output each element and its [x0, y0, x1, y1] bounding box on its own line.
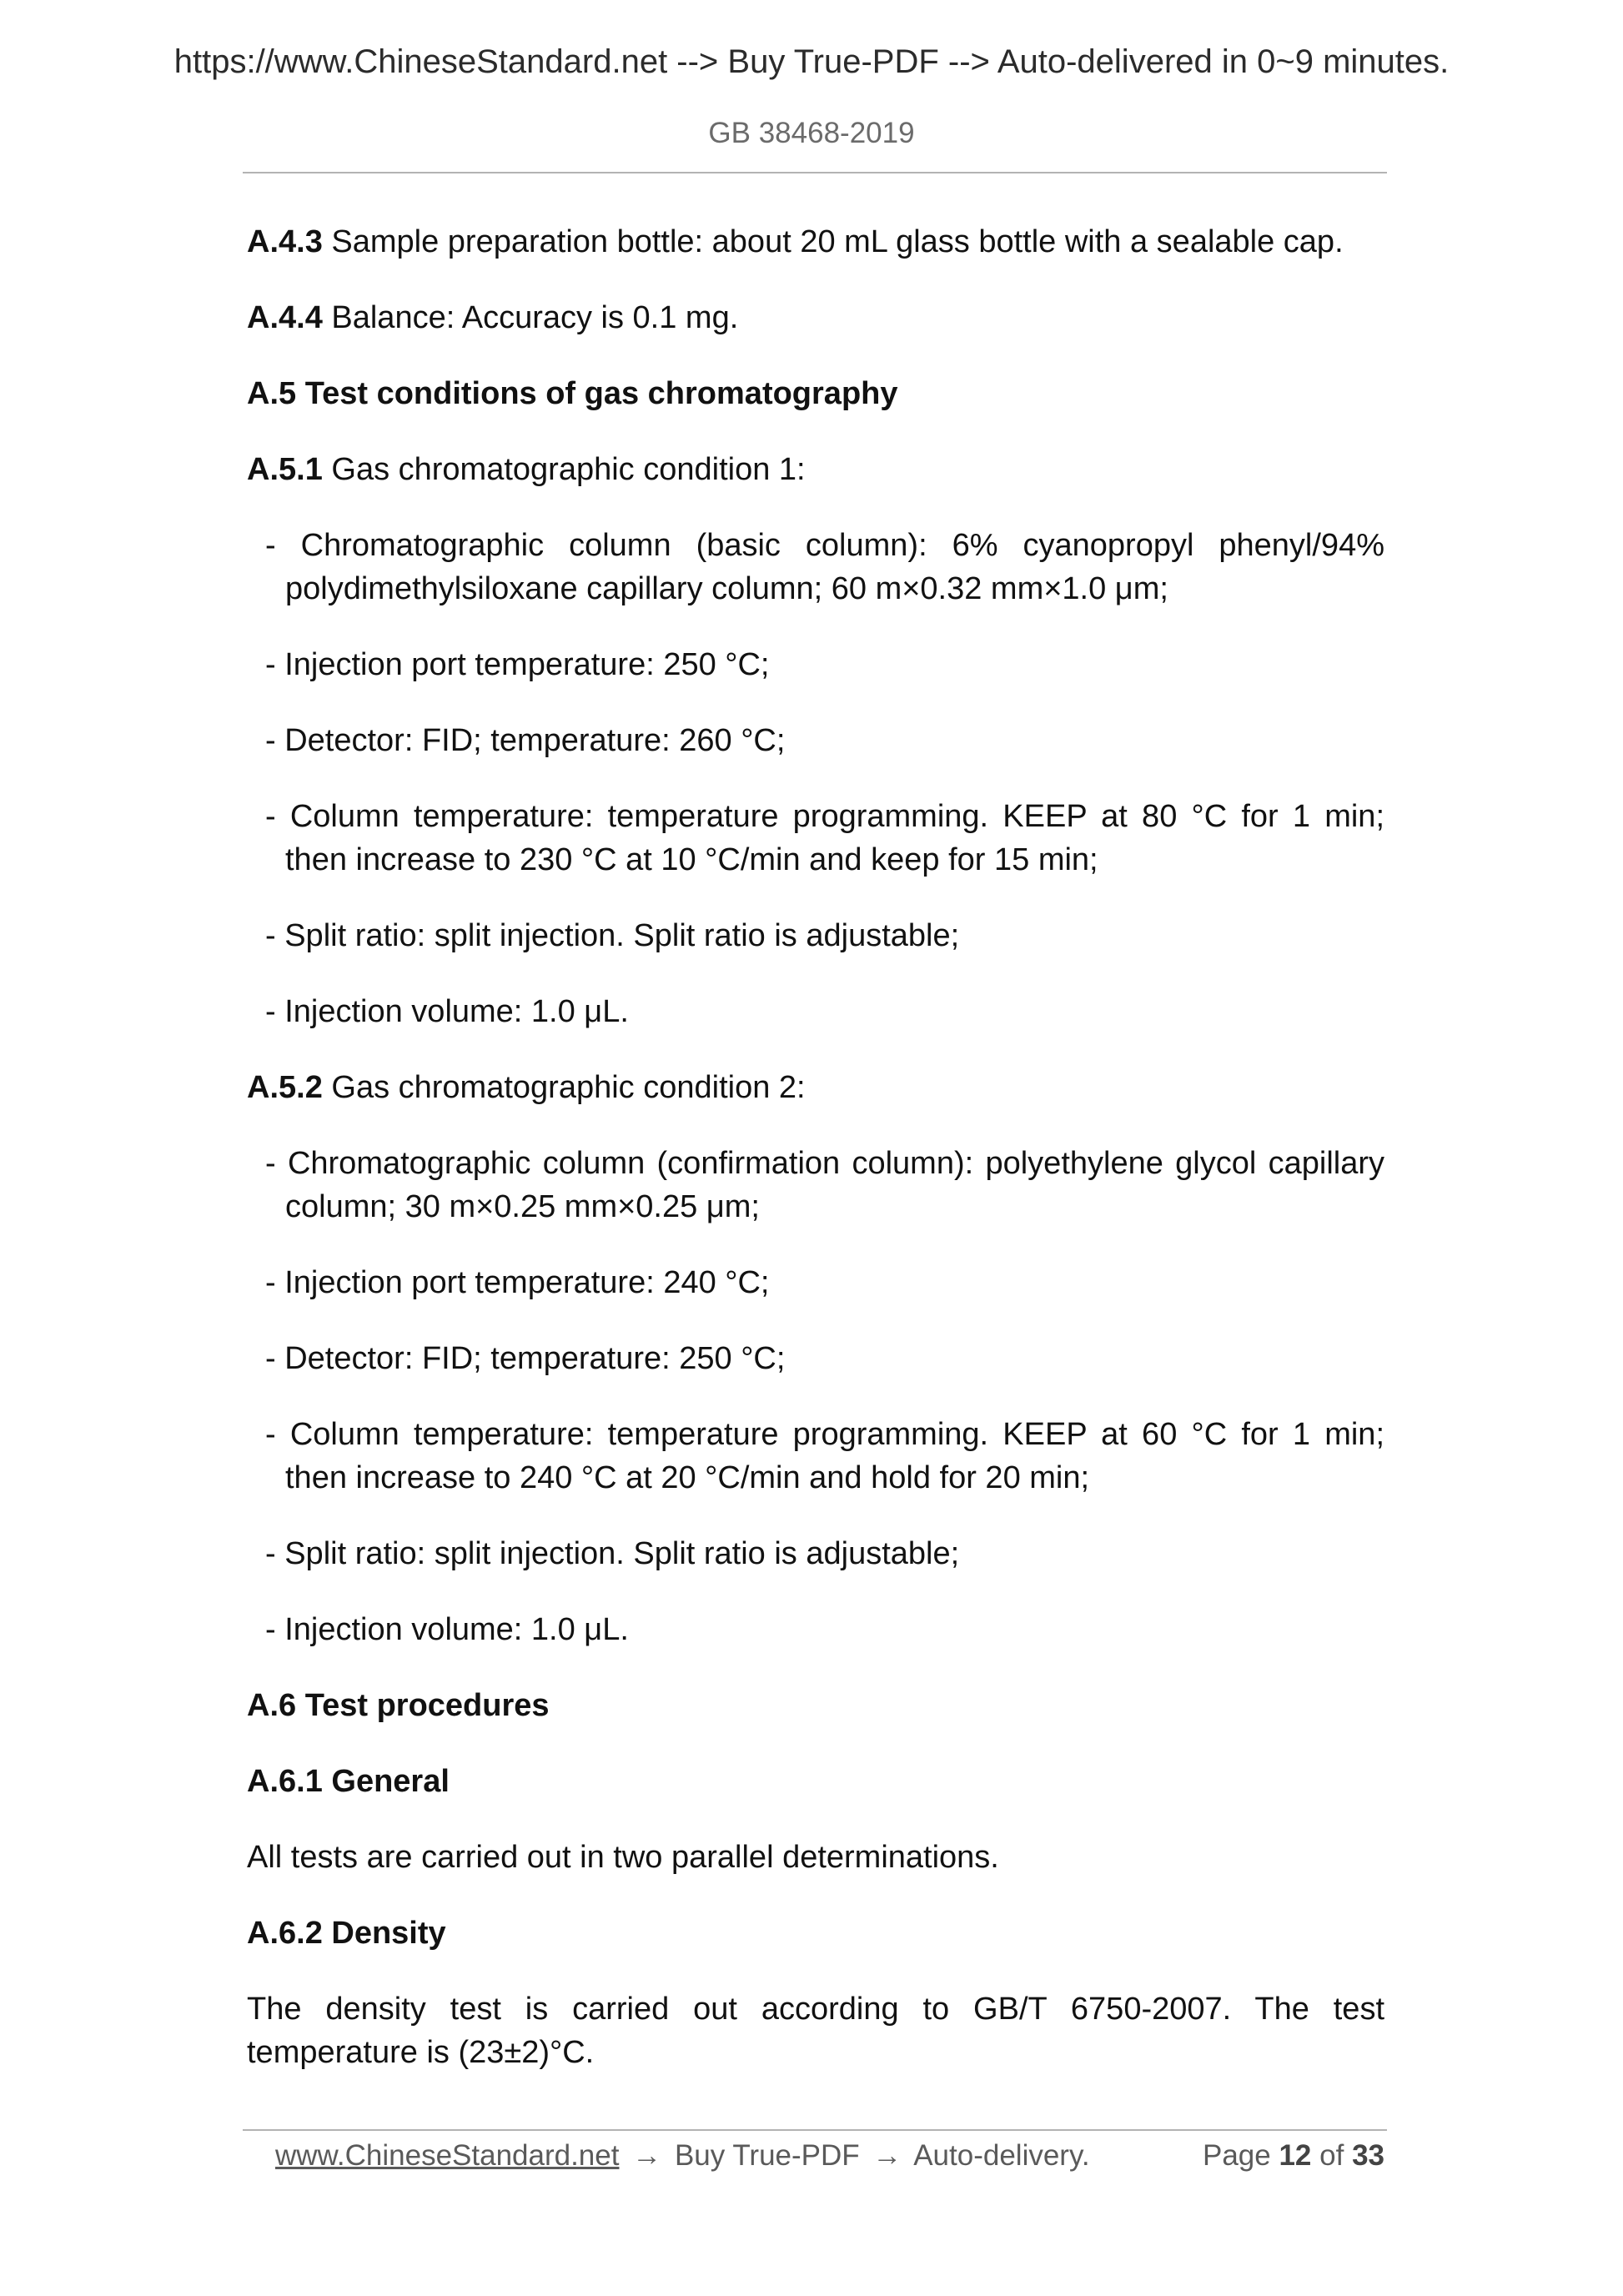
list-item: - Injection volume: 1.0 μL. — [265, 994, 629, 1029]
section-heading-a-5: A.5 Test conditions of gas chromatography — [247, 376, 898, 411]
list-item: - Column temperature: temperature programming. KEEP at 80 °C for 1 min; then increase to 230 °C at 10 °C/min and keep for 15 min; — [265, 799, 1384, 877]
footer-site-link[interactable]: www.ChineseStandard.net — [275, 2139, 620, 2172]
section-heading-a-6-2: A.6.2 Density — [247, 1916, 446, 1951]
page-number: 12 — [1279, 2139, 1312, 2172]
page-indicator — [1203, 2137, 1384, 2175]
list-item: - Chromatographic column (confirmation column): polyethylene glycol capillary column; 30 m×0.25 mm×0.25 μm; — [265, 1146, 1384, 1224]
list-item: - Split ratio: split injection. Split ratio is adjustable; — [265, 1536, 960, 1571]
clause-text: Balance: Accuracy is 0.1 mg. — [322, 300, 739, 335]
page-total: 33 — [1352, 2139, 1384, 2172]
list-item: - Split ratio: split injection. Split ratio is adjustable; — [265, 918, 960, 953]
clause-number: A.5.1 — [247, 452, 323, 487]
clause-text: Gas chromatographic condition 1: — [322, 452, 806, 487]
list-item: - Column temperature: temperature programming. KEEP at 60 °C for 1 min; then increase to 240 °C at 20 °C/min and hold for 20 min; — [265, 1417, 1384, 1495]
clause-number: A.5.2 — [247, 1070, 323, 1105]
of-label: of — [1319, 2139, 1344, 2172]
page-footer — [275, 2137, 1384, 2175]
clause-text: Sample preparation bottle: about 20 mL glass bottle with a sealable cap. — [322, 224, 1344, 259]
section-heading-a-6-1: A.6.1 General — [247, 1764, 450, 1799]
top-banner: https://www.ChineseStandard.net --> Buy True-PDF --> Auto-delivered in 0~9 minutes. — [173, 43, 1450, 80]
document-code: GB 38468-2019 — [708, 117, 915, 149]
clause-a-5-2 — [247, 1066, 1384, 1109]
clause-a-4-4 — [247, 296, 1384, 339]
arrow-right-icon: → — [872, 2139, 902, 2172]
list-item: - Detector: FID; temperature: 260 °C; — [265, 723, 786, 758]
list-item: - Injection volume: 1.0 μL. — [265, 1612, 629, 1647]
list-item: - Injection port temperature: 250 °C; — [265, 647, 770, 682]
clause-number: A.4.3 — [247, 224, 323, 259]
header-divider — [243, 172, 1387, 173]
footer-divider — [243, 2129, 1387, 2131]
paragraph-general: All tests are carried out in two parallel determinations. — [247, 1840, 999, 1875]
clause-a-4-3 — [247, 220, 1384, 264]
list-item: - Detector: FID; temperature: 250 °C; — [265, 1341, 786, 1376]
paragraph-density: The density test is carried out according to GB/T 6750-2007. The test temperature is (23±2)°C. — [247, 1992, 1384, 2070]
page-label: Page — [1202, 2139, 1271, 2172]
arrow-right-icon: → — [632, 2139, 662, 2172]
footer-buy-text: Buy True-PDF — [674, 2139, 860, 2172]
clause-text: Gas chromatographic condition 2: — [322, 1070, 806, 1105]
list-item: - Injection port temperature: 240 °C; — [265, 1265, 770, 1300]
list-item: - Chromatographic column (basic column): 6% cyanopropyl phenyl/94% polydimethylsiloxane capillary column; 60 m×0.32 mm×1.0 μm; — [265, 528, 1384, 606]
section-heading-a-6: A.6 Test procedures — [247, 1688, 550, 1723]
footer-delivery-text: Auto-delivery. — [913, 2139, 1090, 2172]
clause-a-5-1 — [247, 448, 1384, 491]
document-body — [247, 220, 1384, 2107]
clause-number: A.4.4 — [247, 300, 323, 335]
